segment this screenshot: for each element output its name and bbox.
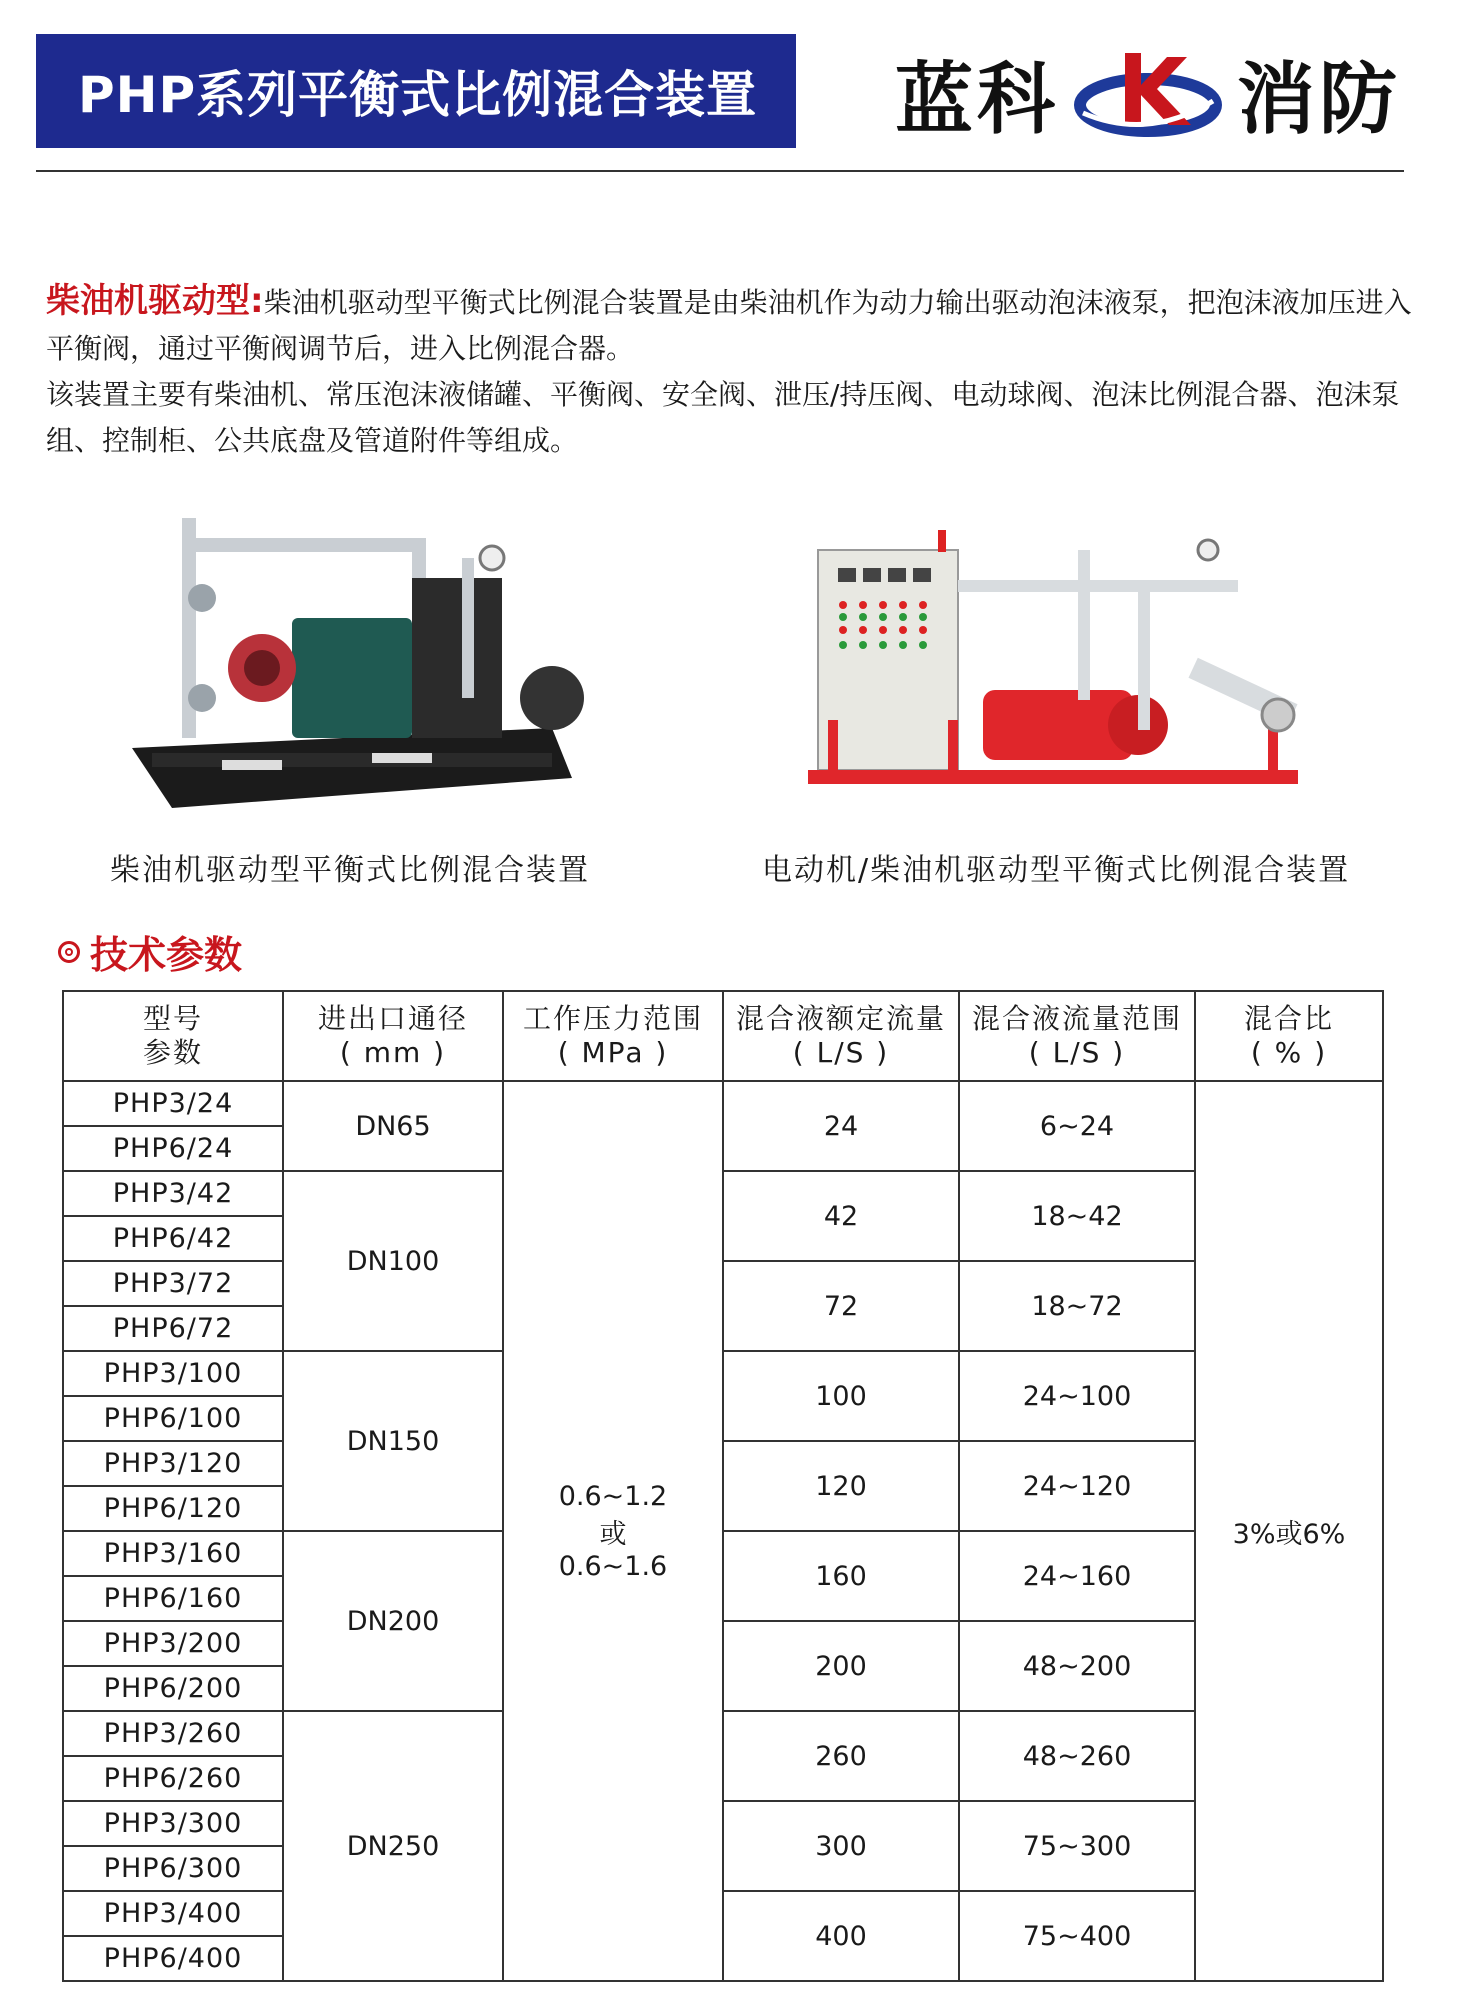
flow-range-cell: 24~120 — [959, 1441, 1195, 1531]
rated-flow-cell: 120 — [723, 1441, 959, 1531]
header-mix-ratio — [1195, 991, 1383, 1081]
model-cell: PHP3/72 — [63, 1261, 283, 1306]
intro-highlight: 柴油机驱动型: — [46, 281, 264, 321]
brand-name-left: 蓝科 — [895, 55, 1060, 145]
table-row — [63, 1351, 1383, 1396]
spec-table — [62, 990, 1384, 1982]
header-model — [63, 991, 283, 1081]
model-cell: PHP3/42 — [63, 1171, 283, 1216]
flow-range-cell: 6~24 — [959, 1081, 1195, 1171]
table-header-row — [63, 991, 1383, 1081]
model-cell: PHP3/200 — [63, 1621, 283, 1666]
header-line: 混合比 — [1243, 1002, 1334, 1035]
header-line: 混合液流量范围 — [971, 1002, 1182, 1035]
lanke-k-logo-icon — [1073, 43, 1223, 143]
flow-range-cell: 48~200 — [959, 1621, 1195, 1711]
rated-flow-cell: 400 — [723, 1891, 959, 1981]
model-cell: PHP3/260 — [63, 1711, 283, 1756]
intro-text — [46, 278, 1416, 464]
header-line: ( L/S ) — [1028, 1036, 1126, 1069]
page-title-text: PHP系列平衡式比例混合装置 — [78, 66, 758, 124]
pressure-line: 0.6~1.6 — [558, 1550, 668, 1582]
diameter-cell: DN250 — [283, 1711, 503, 1981]
rated-flow-cell: 300 — [723, 1801, 959, 1891]
photo-caption-diesel: 柴油机驱动型平衡式比例混合装置 — [110, 853, 590, 888]
brand-name-right: 消防 — [1237, 55, 1402, 145]
model-cell: PHP3/400 — [63, 1891, 283, 1936]
flow-range-cell: 75~300 — [959, 1801, 1195, 1891]
header-line: ( mm ) — [339, 1036, 447, 1069]
diameter-cell: DN65 — [283, 1081, 503, 1171]
pressure-cell — [503, 1081, 723, 1981]
table-row — [63, 1261, 1383, 1306]
header-line: ( MPa ) — [557, 1036, 669, 1069]
model-cell: PHP6/120 — [63, 1486, 283, 1531]
model-cell: PHP3/120 — [63, 1441, 283, 1486]
flow-range-cell: 18~72 — [959, 1261, 1195, 1351]
rated-flow-cell: 260 — [723, 1711, 959, 1801]
model-cell: PHP6/260 — [63, 1756, 283, 1801]
model-cell: PHP6/24 — [63, 1126, 283, 1171]
rated-flow-cell: 100 — [723, 1351, 959, 1441]
header-divider — [36, 170, 1404, 172]
flow-range-cell: 75~400 — [959, 1891, 1195, 1981]
header-rated-flow — [723, 991, 959, 1081]
rated-flow-cell: 42 — [723, 1171, 959, 1261]
model-cell: PHP3/160 — [63, 1531, 283, 1576]
intro-paragraph-1: 柴油机驱动型平衡式比例混合装置是由柴油机作为动力输出驱动泡沫液泵，把泡沫液加压进入平衡阀，通过平衡阀调节后，进入比例混合器。 — [46, 286, 1412, 365]
model-cell: PHP6/100 — [63, 1396, 283, 1441]
electric-diesel-driven-unit-photo — [808, 520, 1308, 820]
double-circle-icon — [58, 941, 80, 963]
model-cell: PHP3/100 — [63, 1351, 283, 1396]
model-cell: PHP3/300 — [63, 1801, 283, 1846]
rated-flow-cell: 72 — [723, 1261, 959, 1351]
table-row — [63, 1081, 1383, 1126]
table-row — [63, 1531, 1383, 1576]
table-row — [63, 1711, 1383, 1756]
header-line: 混合液额定流量 — [735, 1002, 946, 1035]
model-cell: PHP6/160 — [63, 1576, 283, 1621]
flow-range-cell: 24~160 — [959, 1531, 1195, 1621]
header-line: 进出口通径 — [317, 1002, 468, 1035]
diameter-cell: DN200 — [283, 1531, 503, 1711]
diameter-cell: DN100 — [283, 1171, 503, 1351]
pressure-line: 或 — [599, 1518, 627, 1550]
model-cell: PHP6/72 — [63, 1306, 283, 1351]
brand-logo — [895, 38, 1415, 148]
model-cell: PHP3/24 — [63, 1081, 283, 1126]
table-row — [63, 1171, 1383, 1216]
pressure-line: 0.6~1.2 — [558, 1480, 668, 1512]
photo-caption-electric-diesel: 电动机/柴油机驱动型平衡式比例混合装置 — [762, 853, 1351, 888]
header-diameter — [283, 991, 503, 1081]
table-row — [63, 1891, 1383, 1936]
header-flow-range — [959, 991, 1195, 1081]
page-title — [36, 34, 796, 148]
header-pressure — [503, 991, 723, 1081]
diameter-cell: DN150 — [283, 1351, 503, 1531]
model-cell: PHP6/300 — [63, 1846, 283, 1891]
mix-ratio-cell: 3%或6% — [1195, 1081, 1383, 1981]
flow-range-cell: 18~42 — [959, 1171, 1195, 1261]
section-heading — [58, 924, 242, 979]
flow-range-cell: 24~100 — [959, 1351, 1195, 1441]
section-title: 技术参数 — [90, 933, 243, 977]
intro-paragraph-2: 该装置主要有柴油机、常压泡沫液储罐、平衡阀、安全阀、泄压/持压阀、电动球阀、泡沫比例混合器、泡沫泵组、控制柜、公共底盘及管道附件等组成。 — [46, 378, 1400, 457]
header-line: 参数 — [142, 1036, 203, 1069]
rated-flow-cell: 160 — [723, 1531, 959, 1621]
header-line: 型号 — [142, 1002, 203, 1035]
header-line: 工作压力范围 — [522, 1002, 703, 1035]
table-row — [63, 1441, 1383, 1486]
table-row — [63, 1801, 1383, 1846]
header-line: ( L/S ) — [792, 1036, 890, 1069]
diesel-driven-unit-photo — [112, 498, 592, 828]
model-cell: PHP6/400 — [63, 1936, 283, 1981]
table-row — [63, 1621, 1383, 1666]
flow-range-cell: 48~260 — [959, 1711, 1195, 1801]
model-cell: PHP6/200 — [63, 1666, 283, 1711]
rated-flow-cell: 24 — [723, 1081, 959, 1171]
rated-flow-cell: 200 — [723, 1621, 959, 1711]
header-line: ( % ) — [1250, 1036, 1328, 1069]
model-cell: PHP6/42 — [63, 1216, 283, 1261]
